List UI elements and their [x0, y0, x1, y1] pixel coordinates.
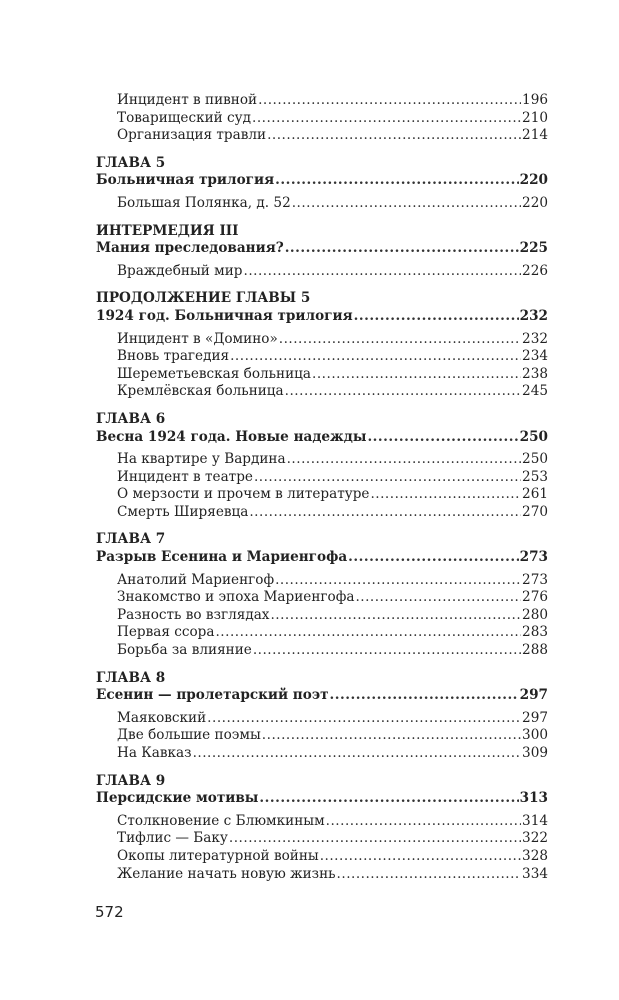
toc-entry[interactable]: Столкновение с Блюмкиным ..... 314 — [96, 813, 548, 831]
toc-entry[interactable]: Враждебный мир ..... 226 — [96, 263, 548, 281]
dot-leader — [285, 383, 521, 401]
table-of-contents — [96, 92, 548, 883]
toc-entry[interactable]: Борьба за влияние ..... 288 — [96, 642, 548, 660]
chapter-title-entry[interactable]: Есенин — пролетарский поэт ..... 297 — [96, 687, 548, 705]
toc-entry[interactable]: Шереметьевская больница ..... 238 — [96, 366, 548, 384]
dot-leader — [279, 331, 521, 349]
toc-entry[interactable]: Вновь трагедия ..... 234 — [96, 348, 548, 366]
dot-leader — [320, 848, 521, 866]
dot-leader — [193, 745, 521, 763]
chapter-title-entry[interactable]: Больничная трилогия ..... 220 — [96, 172, 548, 190]
toc-entry[interactable]: Маяковский ..... 297 — [96, 710, 548, 728]
dot-leader — [253, 642, 521, 660]
toc-entry[interactable]: Знакомство и эпоха Мариенгофа ..... 276 — [96, 589, 548, 607]
dot-leader — [348, 549, 518, 567]
dot-leader — [367, 429, 518, 447]
chapter-heading: ГЛАВА 7 — [96, 531, 166, 548]
dot-leader — [267, 127, 521, 145]
dot-leader — [259, 790, 518, 808]
toc-entry[interactable]: Инцидент в «Домино» ..... 232 — [96, 331, 548, 349]
dot-leader — [285, 240, 519, 258]
toc-entry[interactable]: Инцидент в пивной ..... 196 — [96, 92, 548, 110]
chapter-heading: ГЛАВА 6 — [96, 410, 166, 427]
toc-entry[interactable]: Анатолий Мариенгоф ..... 273 — [96, 572, 548, 590]
toc-entry[interactable]: О мерзости и прочем в литературе ..... 261 — [96, 486, 548, 504]
dot-leader — [330, 687, 519, 705]
chapter-title-entry[interactable]: Разрыв Есенина и Мариенгофа ..... 273 — [96, 549, 548, 567]
dot-leader — [262, 727, 521, 745]
dot-leader — [270, 607, 521, 625]
dot-leader — [292, 195, 521, 213]
page-number: 572 — [95, 903, 124, 921]
dot-leader — [258, 92, 521, 110]
dot-leader — [312, 366, 521, 384]
dot-leader — [370, 486, 521, 504]
toc-entry[interactable]: Две большие поэмы ..... 300 — [96, 727, 548, 745]
toc-entry[interactable]: Инцидент в театре ..... 253 — [96, 469, 548, 487]
dot-leader — [207, 710, 521, 728]
chapter-heading: ПРОДОЛЖЕНИЕ ГЛАВЫ 5 — [96, 290, 311, 307]
dot-leader — [354, 308, 519, 326]
dot-leader — [249, 504, 521, 522]
toc-entry[interactable]: На Кавказ ..... 309 — [96, 745, 548, 763]
chapter-heading: ГЛАВА 9 — [96, 772, 166, 789]
toc-entry[interactable]: Желание начать новую жизнь ..... 334 — [96, 866, 548, 884]
chapter-title-entry[interactable]: Весна 1924 года. Новые надежды ..... 250 — [96, 429, 548, 447]
dot-leader — [337, 866, 522, 884]
chapter-heading: ИНТЕРМЕДИЯ III — [96, 222, 239, 239]
dot-leader — [275, 172, 518, 190]
dot-leader — [230, 348, 521, 366]
toc-entry[interactable]: Тифлис — Баку ..... 322 — [96, 830, 548, 848]
dot-leader — [244, 263, 522, 281]
toc-entry[interactable]: Кремлёвская больница ..... 245 — [96, 383, 548, 401]
toc-entry[interactable]: Смерть Ширяевца ..... 270 — [96, 504, 548, 522]
dot-leader — [252, 110, 521, 128]
toc-entry[interactable]: На квартире у Вардина ..... 250 — [96, 451, 548, 469]
toc-entry[interactable]: Окопы литературной войны ..... 328 — [96, 848, 548, 866]
dot-leader — [326, 813, 521, 831]
toc-entry[interactable]: Товарищеский суд ..... 210 — [96, 110, 548, 128]
dot-leader — [355, 589, 521, 607]
toc-entry[interactable]: Разность во взглядах ..... 280 — [96, 607, 548, 625]
chapter-heading: ГЛАВА 8 — [96, 669, 166, 686]
toc-entry[interactable]: Организация травли ..... 214 — [96, 127, 548, 145]
toc-entry[interactable]: Первая ссора ..... 283 — [96, 624, 548, 642]
chapter-title-entry[interactable]: 1924 год. Больничная трилогия ..... 232 — [96, 308, 548, 326]
chapter-title-entry[interactable]: Персидские мотивы ..... 313 — [96, 790, 548, 808]
toc-entry[interactable]: Большая Полянка, д. 52 ..... 220 — [96, 195, 548, 213]
dot-leader — [229, 830, 521, 848]
chapter-heading: ГЛАВА 5 — [96, 154, 166, 171]
dot-leader — [275, 572, 521, 590]
dot-leader — [215, 624, 521, 642]
chapter-title-entry[interactable]: Мания преследования? ..... 225 — [96, 240, 548, 258]
dot-leader — [254, 469, 521, 487]
dot-leader — [287, 451, 521, 469]
